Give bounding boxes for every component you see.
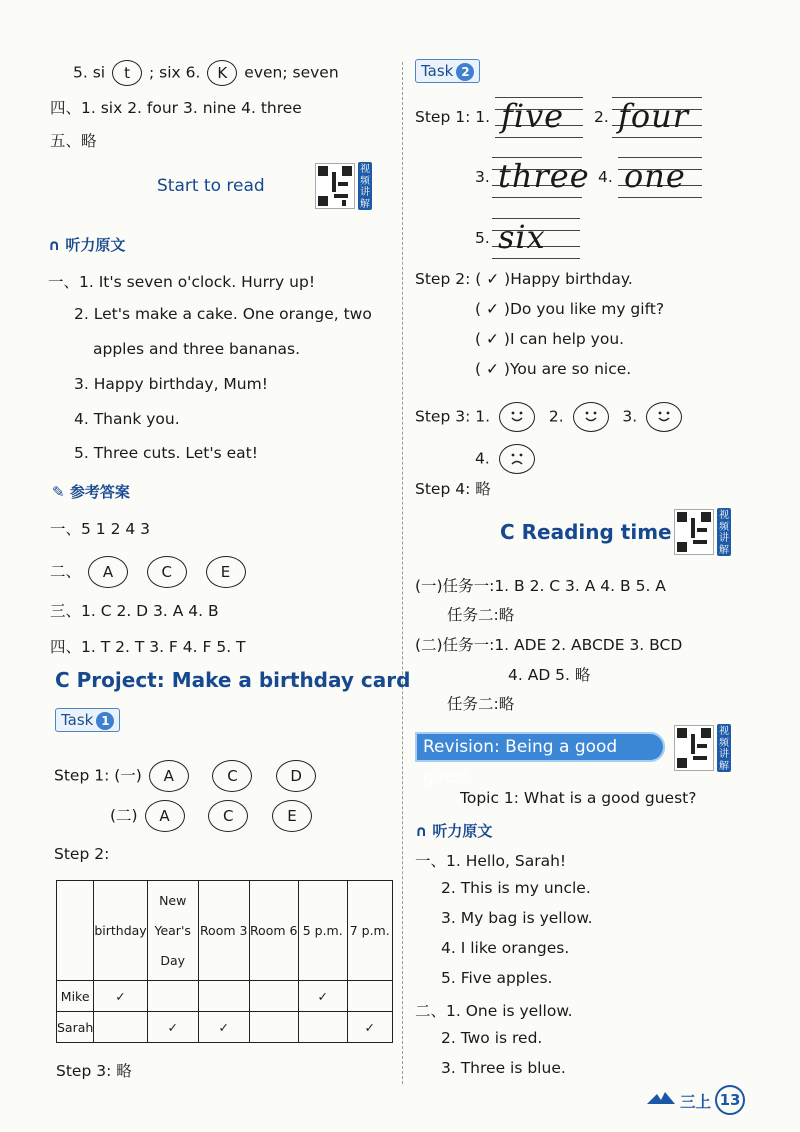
word-number: 2.	[594, 108, 609, 126]
pencil-icon: ✎	[52, 483, 65, 501]
step-label: Step 1: (一)	[54, 766, 142, 785]
task-number: 2	[456, 63, 474, 81]
circled-letter: E	[272, 800, 312, 832]
word-number: 3.	[475, 168, 490, 186]
handwritten-word: four	[618, 97, 690, 135]
step2-text: You are so nice.	[509, 360, 632, 378]
topic-heading: Topic 1: What is a good guest?	[460, 789, 697, 807]
table-cell: ✓	[198, 1012, 249, 1043]
video-qr-code[interactable]	[315, 162, 372, 210]
task-number: 1	[96, 712, 114, 730]
table-cell: Sarah	[57, 1012, 94, 1043]
reading-answer: 任务二:略	[447, 695, 515, 713]
task-1-tag	[55, 708, 120, 732]
item-number: 2.	[548, 407, 564, 426]
reading-answer: 4. AD 5. 略	[508, 666, 591, 684]
check-mark: ✓	[485, 330, 499, 348]
step2-item: ( ✓ )I can help you.	[475, 330, 625, 348]
table-cell: ✓	[347, 1012, 392, 1043]
listen-line: 二、1. One is yellow.	[415, 1002, 573, 1020]
table-cell	[298, 1012, 347, 1043]
check-mark: ✓	[486, 270, 500, 288]
table-cell: ✓	[147, 1012, 198, 1043]
listening-heading	[48, 234, 125, 255]
word-number: 4.	[598, 168, 613, 186]
step-label: (二)	[110, 806, 138, 825]
reading-answer: 任务二:略	[447, 606, 515, 624]
line-text: 二、	[50, 562, 82, 581]
listen-line: 3. Happy birthday, Mum!	[74, 375, 268, 393]
step2-item: ( ✓ )Do you like my gift?	[475, 300, 665, 318]
step1-row-b	[110, 800, 314, 832]
start-to-read-title: Start to read	[157, 176, 265, 196]
line-text: ; six 6.	[148, 63, 201, 82]
qr-code-image	[315, 163, 355, 209]
answers-heading	[52, 481, 130, 502]
qr-label: 视频讲解	[360, 164, 370, 210]
handwriting-box	[618, 155, 702, 199]
listen-line: 2. Two is red.	[441, 1029, 543, 1047]
qr-code-image	[674, 725, 714, 771]
project-title: C Project: Make a birthday card	[55, 668, 411, 692]
step1-label: Step 1: 1.	[415, 108, 491, 126]
table-cell	[249, 981, 298, 1012]
page-number: 13	[715, 1085, 745, 1115]
step3-row-2	[475, 444, 539, 474]
step1-row-a	[54, 760, 318, 792]
word-number: 5.	[475, 229, 490, 247]
circled-letter: E	[206, 556, 246, 588]
task-label: Task	[61, 711, 94, 729]
smiley-face-icon	[499, 402, 535, 432]
table-row	[57, 1012, 393, 1043]
circled-letter: A	[145, 800, 185, 832]
step2-text: I can help you.	[509, 330, 625, 348]
answer-line-5-6	[73, 60, 339, 86]
listening-heading-text: 听力原文	[432, 822, 493, 840]
revision-banner: Revision: Being a good guest	[415, 732, 665, 762]
circled-letter: A	[88, 556, 128, 588]
reading-answer: (二)任务一:1. ADE 2. ABCDE 3. BCD	[415, 636, 683, 654]
circled-letter: K	[207, 60, 237, 86]
step-label: Step 3: 1.	[415, 407, 491, 426]
answer-line: 四、1. T 2. T 3. F 4. F 5. T	[50, 638, 246, 656]
task-2-tag	[415, 59, 480, 83]
handwriting-box	[612, 95, 702, 139]
qr-label: 视频讲解	[719, 510, 729, 556]
publisher-logo-icon	[645, 1090, 677, 1106]
table-cell: ✓	[94, 981, 147, 1012]
schedule-table	[56, 880, 393, 1043]
qr-code-image	[674, 509, 714, 555]
handwritten-word: one	[624, 157, 686, 195]
table-header-cell: 5 p.m.	[298, 881, 347, 981]
sad-face-icon	[499, 444, 535, 474]
step3-text: Step 3: 略	[56, 1062, 132, 1080]
table-header-cell: birthday	[94, 881, 147, 981]
listen-line: 5. Three cuts. Let's eat!	[74, 444, 258, 462]
table-cell	[347, 981, 392, 1012]
step2-text: Do you like my gift?	[509, 300, 665, 318]
table-header-row	[57, 881, 393, 981]
table-header-cell: 7 p.m.	[347, 881, 392, 981]
check-mark: ✓	[485, 360, 499, 378]
circled-letter: t	[112, 60, 142, 86]
handwriting-box	[495, 95, 583, 139]
video-qr-code[interactable]	[674, 508, 731, 556]
table-cell	[249, 1012, 298, 1043]
step2-item: ( ✓ )You are so nice.	[475, 360, 632, 378]
answer-line-5: 五、略	[50, 132, 97, 150]
handwritten-word: six	[498, 218, 546, 256]
handwriting-box	[492, 216, 580, 260]
step4-text: Step 4: 略	[415, 480, 491, 498]
answer-line-circled	[50, 556, 248, 588]
listen-line: 2. Let's make a cake. One orange, two	[74, 305, 372, 323]
header-word: Day	[160, 952, 186, 968]
answers-heading-text: 参考答案	[69, 483, 130, 501]
step-label: Step 2:	[415, 270, 471, 288]
qr-label: 视频讲解	[719, 726, 729, 772]
circled-letter: D	[276, 760, 316, 792]
listen-line: 5. Five apples.	[441, 969, 553, 987]
handwriting-box	[492, 155, 590, 199]
answer-line-4: 四、1. six 2. four 3. nine 4. three	[50, 99, 302, 117]
answer-line: 一、5 1 2 4 3	[50, 520, 151, 538]
circled-letter: C	[208, 800, 248, 832]
listen-line: 一、1. Hello, Sarah!	[415, 852, 567, 870]
handwritten-word: five	[501, 97, 565, 135]
table-cell	[147, 981, 198, 1012]
table-row	[57, 981, 393, 1012]
header-word: Year's	[154, 922, 191, 938]
table-cell	[198, 981, 249, 1012]
check-mark: ✓	[485, 300, 499, 318]
smiley-face-icon	[646, 402, 682, 432]
step2-text: Happy birthday.	[510, 270, 633, 288]
reading-time-title: C Reading time	[500, 520, 672, 544]
table-header-cell: Room 6	[249, 881, 298, 981]
step2-label: Step 2:	[54, 845, 110, 863]
header-word: New	[159, 892, 187, 908]
step2-item: Step 2: ( ✓ )Happy birthday.	[415, 270, 633, 288]
task-label: Task	[421, 62, 454, 80]
grade-label: 三上	[680, 1093, 712, 1111]
listen-line: 3. Three is blue.	[441, 1059, 566, 1077]
listening-heading	[415, 820, 492, 841]
table-cell: ✓	[298, 981, 347, 1012]
listening-heading-text: 听力原文	[65, 236, 126, 254]
handwritten-word: three	[498, 157, 590, 195]
headphones-icon: ∩	[48, 236, 61, 254]
listen-line: 2. This is my uncle.	[441, 879, 591, 897]
table-header-cell	[57, 881, 94, 981]
listen-line: 3. My bag is yellow.	[441, 909, 593, 927]
circled-letter: C	[147, 556, 187, 588]
video-qr-code[interactable]	[674, 724, 731, 772]
listen-line: 4. Thank you.	[74, 410, 180, 428]
step3-row	[415, 402, 686, 432]
table-header-cell: Room 3	[198, 881, 249, 981]
table-header-cell	[147, 881, 198, 981]
line-text: even; seven	[244, 63, 339, 82]
answer-line: 三、1. C 2. D 3. A 4. B	[50, 602, 219, 620]
column-divider	[402, 62, 403, 1084]
listen-line: apples and three bananas.	[93, 340, 301, 358]
table-cell	[94, 1012, 147, 1043]
item-number: 4.	[475, 449, 490, 468]
reading-answer: (一)任务一:1. B 2. C 3. A 4. B 5. A	[415, 577, 666, 595]
smiley-face-icon	[573, 402, 609, 432]
line-text: 5. si	[73, 63, 106, 82]
circled-letter: A	[149, 760, 189, 792]
listen-line: 一、1. It's seven o'clock. Hurry up!	[48, 273, 316, 291]
circled-letter: C	[212, 760, 252, 792]
headphones-icon: ∩	[415, 822, 428, 840]
item-number: 3.	[622, 407, 638, 426]
table-cell: Mike	[57, 981, 94, 1012]
listen-line: 4. I like oranges.	[441, 939, 570, 957]
